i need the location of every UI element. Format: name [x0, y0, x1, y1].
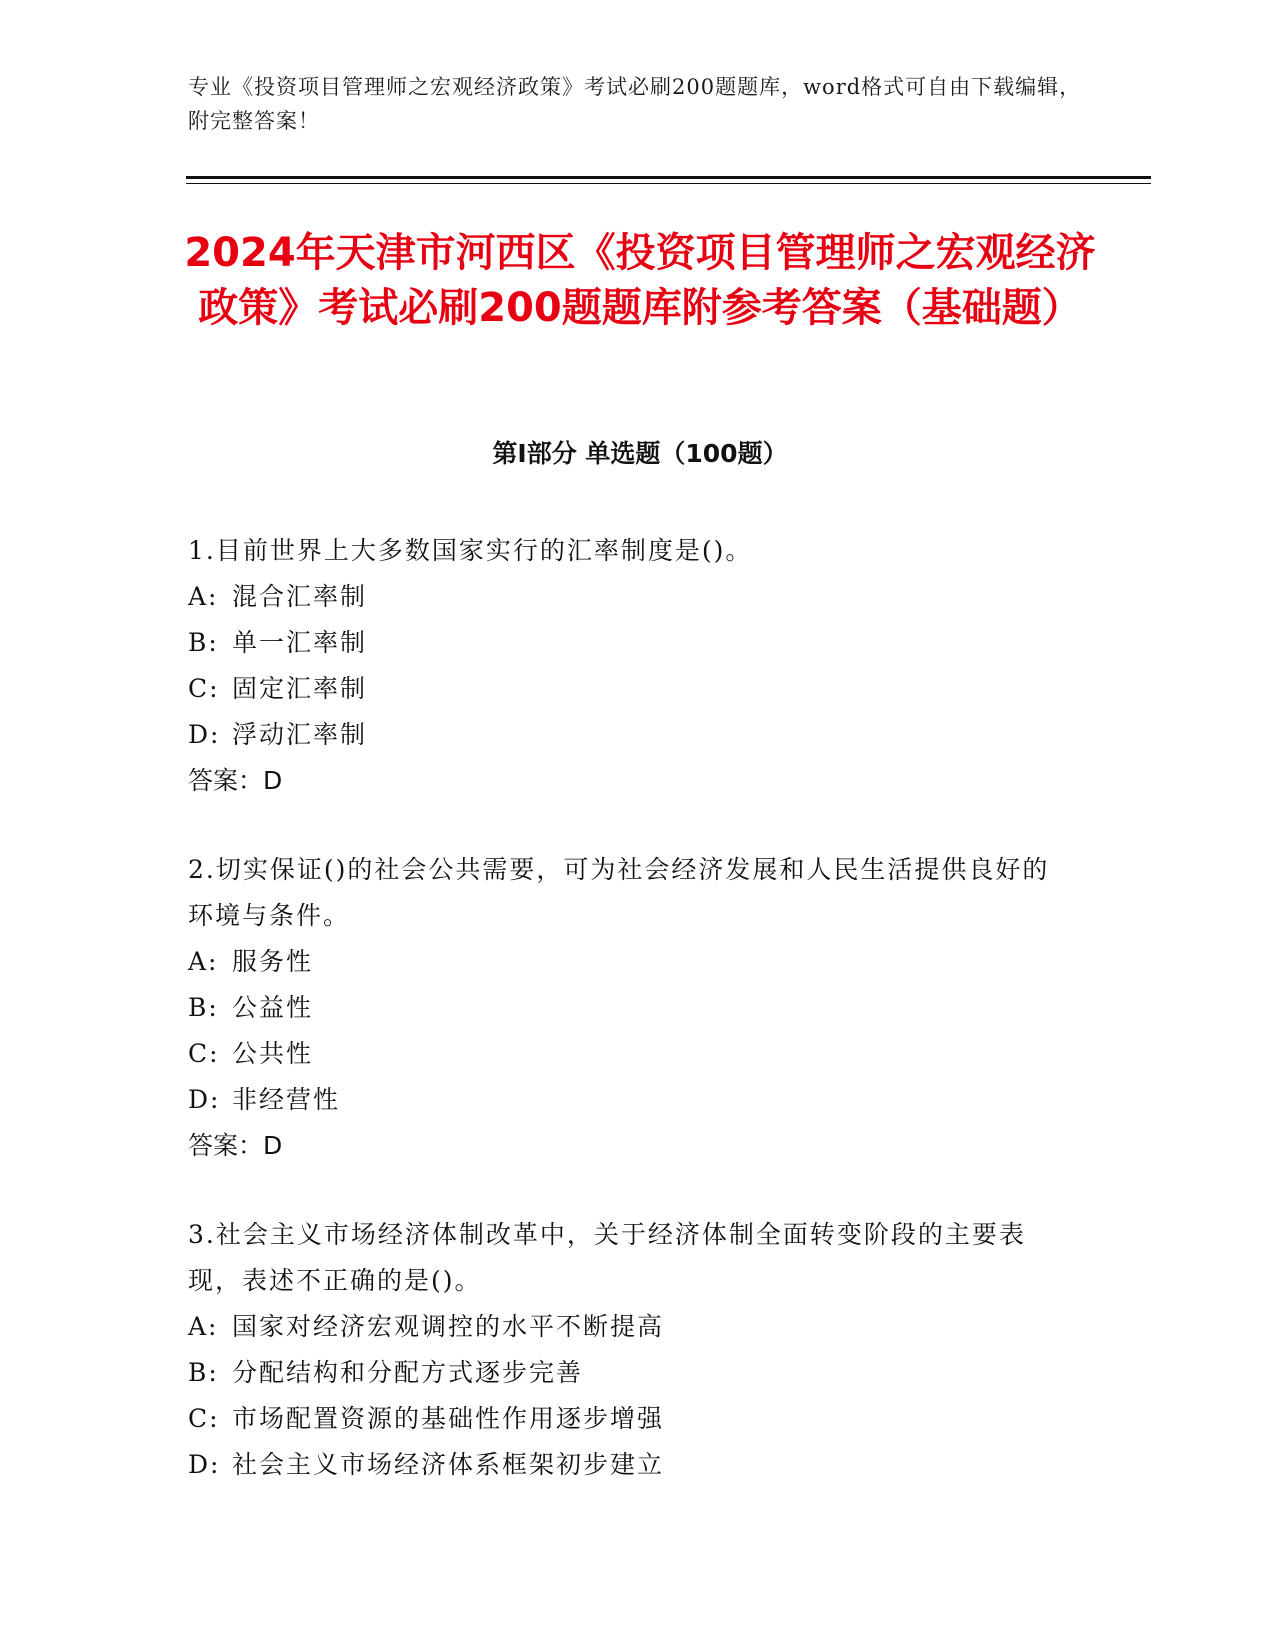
option-text: 分配结构和分配方式逐步完善	[232, 1358, 584, 1387]
option-key: A:	[188, 582, 219, 611]
option-key: A:	[188, 947, 219, 976]
option-key: B:	[188, 628, 219, 657]
section-title: 第Ⅰ部分 单选题（100题）	[492, 439, 788, 468]
question-2	[188, 847, 1068, 1169]
option-key: C:	[188, 674, 220, 703]
option-d	[188, 1442, 1068, 1488]
option-text: 市场配置资源的基础性作用逐步增强	[232, 1404, 665, 1433]
option-text: 公益性	[232, 993, 314, 1022]
document-title: 2024年天津市河西区《投资项目管理师之宏观经济政策》考试必刷200题题库附参考答案（基础题）	[184, 230, 1096, 331]
option-c	[188, 1031, 1068, 1077]
option-c	[188, 666, 1068, 712]
header-rule-thick	[186, 176, 1151, 179]
option-text: 非经营性	[232, 1085, 341, 1114]
option-key: A:	[188, 1312, 219, 1341]
option-text: 固定汇率制	[232, 674, 368, 703]
answer-line	[188, 758, 1068, 804]
option-text: 服务性	[232, 947, 314, 976]
option-b	[188, 620, 1068, 666]
option-text: 浮动汇率制	[232, 720, 368, 749]
option-text: 公共性	[232, 1039, 314, 1068]
answer-label: 答案：	[188, 766, 264, 795]
option-key: D:	[188, 1085, 221, 1114]
option-text: 社会主义市场经济体系框架初步建立	[232, 1450, 665, 1479]
question-stem: 3.社会主义市场经济体制改革中，关于经济体制全面转变阶段的主要表现，表述不正确的是()。	[188, 1220, 1026, 1295]
option-key: B:	[188, 993, 219, 1022]
question-1	[188, 528, 1068, 804]
option-key: C:	[188, 1039, 220, 1068]
answer-label: 答案：	[188, 1131, 264, 1160]
question-3	[188, 1212, 1068, 1488]
option-key: B:	[188, 1358, 219, 1387]
header-rule-thin	[186, 183, 1151, 184]
question-stem: 2.切实保证()的社会公共需要，可为社会经济发展和人民生活提供良好的环境与条件。	[188, 855, 1050, 930]
option-d	[188, 712, 1068, 758]
option-text: 单一汇率制	[232, 628, 368, 657]
answer-value: D	[263, 1131, 283, 1160]
option-a	[188, 1304, 1068, 1350]
option-key: D:	[188, 1450, 221, 1479]
option-a	[188, 939, 1068, 985]
option-text: 混合汇率制	[232, 582, 368, 611]
option-d	[188, 1077, 1068, 1123]
answer-line	[188, 1123, 1068, 1169]
option-text: 国家对经济宏观调控的水平不断提高	[232, 1312, 665, 1341]
option-c	[188, 1396, 1068, 1442]
option-b	[188, 1350, 1068, 1396]
option-a	[188, 574, 1068, 620]
question-stem: 1.目前世界上大多数国家实行的汇率制度是()。	[188, 536, 753, 565]
header-note: 专业《投资项目管理师之宏观经济政策》考试必刷200题题库，word格式可自由下载编辑，附完整答案！	[188, 75, 1082, 133]
option-key: C:	[188, 1404, 220, 1433]
question-list	[188, 528, 1068, 1531]
option-b	[188, 985, 1068, 1031]
option-key: D:	[188, 720, 221, 749]
answer-value: D	[263, 766, 283, 795]
